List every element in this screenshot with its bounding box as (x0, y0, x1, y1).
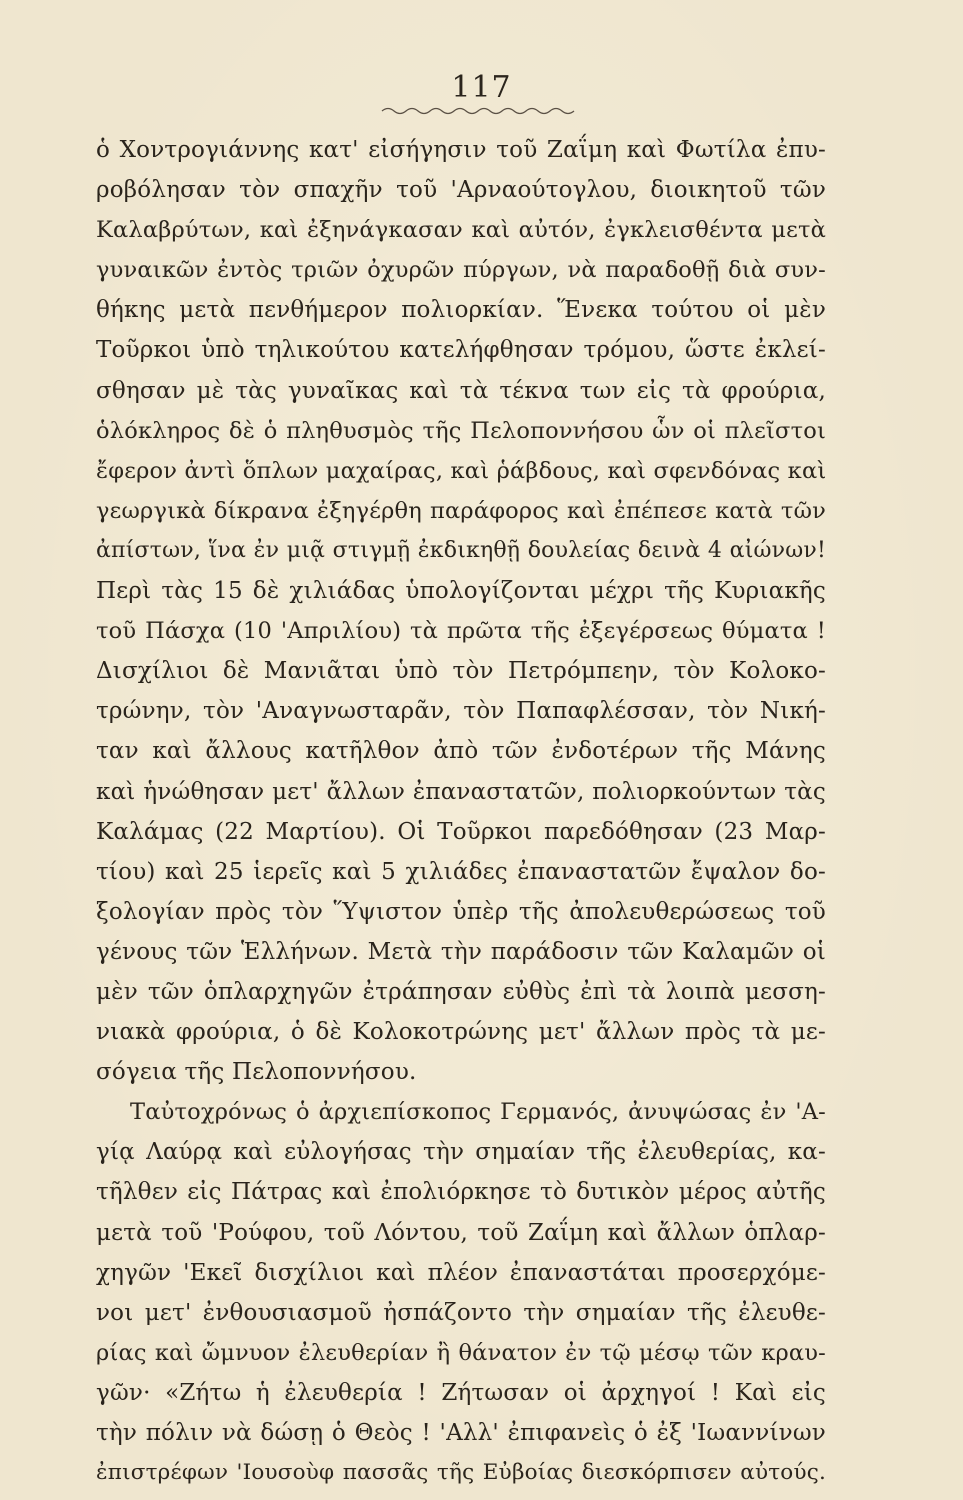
text-line: τρώνην, τὸν 'Αναγνωσταρᾶν, τὸν Παπαφλέσσαν, τὸν Νική- (96, 698, 826, 725)
text-line: νοι μετ' ἐνθουσιασμοῦ ἠσπάζοντο τὴν σημαίαν τῆς ἐλευθε- (96, 1299, 826, 1326)
text-line: τῆλθεν εἰς Πάτρας καὶ ἐπολιόρκησε τὸ δυτικὸν μέρος αὐτῆς (96, 1179, 826, 1206)
text-line: Καλάμας (22 Μαρτίου). Οἱ Τοῦρκοι παρεδόθησαν (23 Μαρ- (96, 818, 826, 845)
text-line: ρίας καὶ ὤμνυον ἐλευθερίαν ἢ θάνατον ἐν τῷ μέσῳ τῶν κραυ- (96, 1339, 826, 1366)
text-line: τοῦ Πάσχα (10 'Απριλίου) τὰ πρῶτα τῆς ἐξεγέρσεως θύματα ! (96, 618, 826, 645)
page-number: 117 (451, 70, 512, 105)
text-line: τίου) καὶ 25 ἱερεῖς καὶ 5 χιλιάδες ἐπαναστατῶν ἔψαλον δο- (96, 858, 826, 885)
text-line: Καλαβρύτων, καὶ ἐξηνάγκασαν καὶ αὐτόν, ἐγκλεισθέντα μετὰ (96, 217, 826, 244)
text-line: Τοῦρκοι ὑπὸ τηλικούτου κατελήφθησαν τρόμου, ὥστε ἐκλεί- (96, 337, 826, 364)
text-line: σόγεια τῆς Πελοποννήσου. (96, 1059, 417, 1086)
text-line: ροβόλησαν τὸν σπαχῆν τοῦ 'Αρναούτογλου, διοικητοῦ τῶν (96, 177, 826, 204)
text-line: σθησαν μὲ τὰς γυναῖκας καὶ τὰ τέκνα των εἰς τὰ φρούρια, (96, 377, 826, 404)
text-line: Ταὐτοχρόνως ὁ ἀρχιεπίσκοπος Γερμανός, ἀνυψώσας ἐν 'Α- (130, 1099, 826, 1126)
text-line: ἐπιστρέφων 'Ιουσοὺφ πασσᾶς τῆς Εὐβοίας διεσκόρπισεν αὐτούς. (96, 1460, 826, 1486)
text-line: ξολογίαν πρὸς τὸν Ὕψιστον ὑπὲρ τῆς ἀπολευθερώσεως τοῦ (96, 898, 826, 925)
body-text (96, 130, 826, 1493)
text-line: ὁλόκληρος δὲ ὁ πληθυσμὸς τῆς Πελοποννήσου ὧν οἱ πλεῖστοι (96, 417, 826, 444)
text-line: Δισχίλιοι δὲ Μανιᾶται ὑπὸ τὸν Πετρόμπεην, τὸν Κολοκο- (96, 658, 826, 685)
text-line: γῶν· «Ζήτω ἡ ἐλευθερία ! Ζήτωσαν οἱ ἀρχηγοί ! Καὶ εἰς (96, 1379, 826, 1406)
text-line: μὲν τῶν ὁπλαρχηγῶν ἐτράπησαν εὐθὺς ἐπὶ τὰ λοιπὰ μεσση- (96, 978, 826, 1005)
text-line: καὶ ἡνώθησαν μετ' ἄλλων ἐπαναστατῶν, πολιορκούντων τὰς (96, 778, 826, 805)
text-line: νιακὰ φρούρια, ὁ δὲ Κολοκοτρώνης μετ' ἄλλων πρὸς τὰ με- (96, 1019, 826, 1046)
text-line: χηγῶν 'Εκεῖ δισχίλιοι καὶ πλέον ἐπαναστάται προσερχόμε- (96, 1259, 826, 1286)
text-line: γίᾳ Λαύρᾳ καὶ εὐλογήσας τὴν σημαίαν τῆς ἐλευθερίας, κα- (96, 1139, 826, 1166)
text-line: μετὰ τοῦ 'Ρούφου, τοῦ Λόντου, τοῦ Ζαΐμη καὶ ἄλλων ὁπλαρ- (96, 1219, 826, 1246)
text-line: γεωργικὰ δίκρανα ἐξηγέρθη παράφορος καὶ ἐπέπεσε κατὰ τῶν (96, 497, 826, 524)
text-line: ἔφερον ἀντὶ ὅπλων μαχαίρας, καὶ ῥάβδους, καὶ σφενδόνας καὶ (96, 457, 827, 484)
wavy-rule-ornament (380, 104, 580, 118)
text-line: θήκης μετὰ πενθήμερον πολιορκίαν. Ἕνεκα τούτου οἱ μὲν (96, 297, 826, 324)
text-line: τὴν πόλιν νὰ δώσῃ ὁ Θεὸς ! 'Αλλ' ἐπιφανεὶς ὁ ἐξ 'Ιωαννίνων (96, 1420, 826, 1446)
text-line: ὁ Χοντρογιάννης κατ' εἰσήγησιν τοῦ Ζαΐμη καὶ Φωτίλα ἐπυ- (96, 137, 826, 163)
text-line: ἀπίστων, ἵνα ἐν μιᾷ στιγμῇ ἐκδικηθῇ δουλείας δεινὰ 4 αἰώνων! (96, 537, 826, 563)
text-line: ταν καὶ ἄλλους κατῆλθον ἀπὸ τῶν ἐνδοτέρων τῆς Μάνης (96, 738, 826, 765)
text-line: γυναικῶν ἐντὸς τριῶν ὀχυρῶν πύργων, νὰ παραδοθῇ διὰ συν- (96, 257, 826, 284)
text-line: γένους τῶν Ἑλλήνων. Μετὰ τὴν παράδοσιν τῶν Καλαμῶν οἱ (96, 938, 826, 965)
text-line: Περὶ τὰς 15 δὲ χιλιάδας ὑπολογίζονται μέχρι τῆς Κυριακῆς (96, 578, 826, 605)
